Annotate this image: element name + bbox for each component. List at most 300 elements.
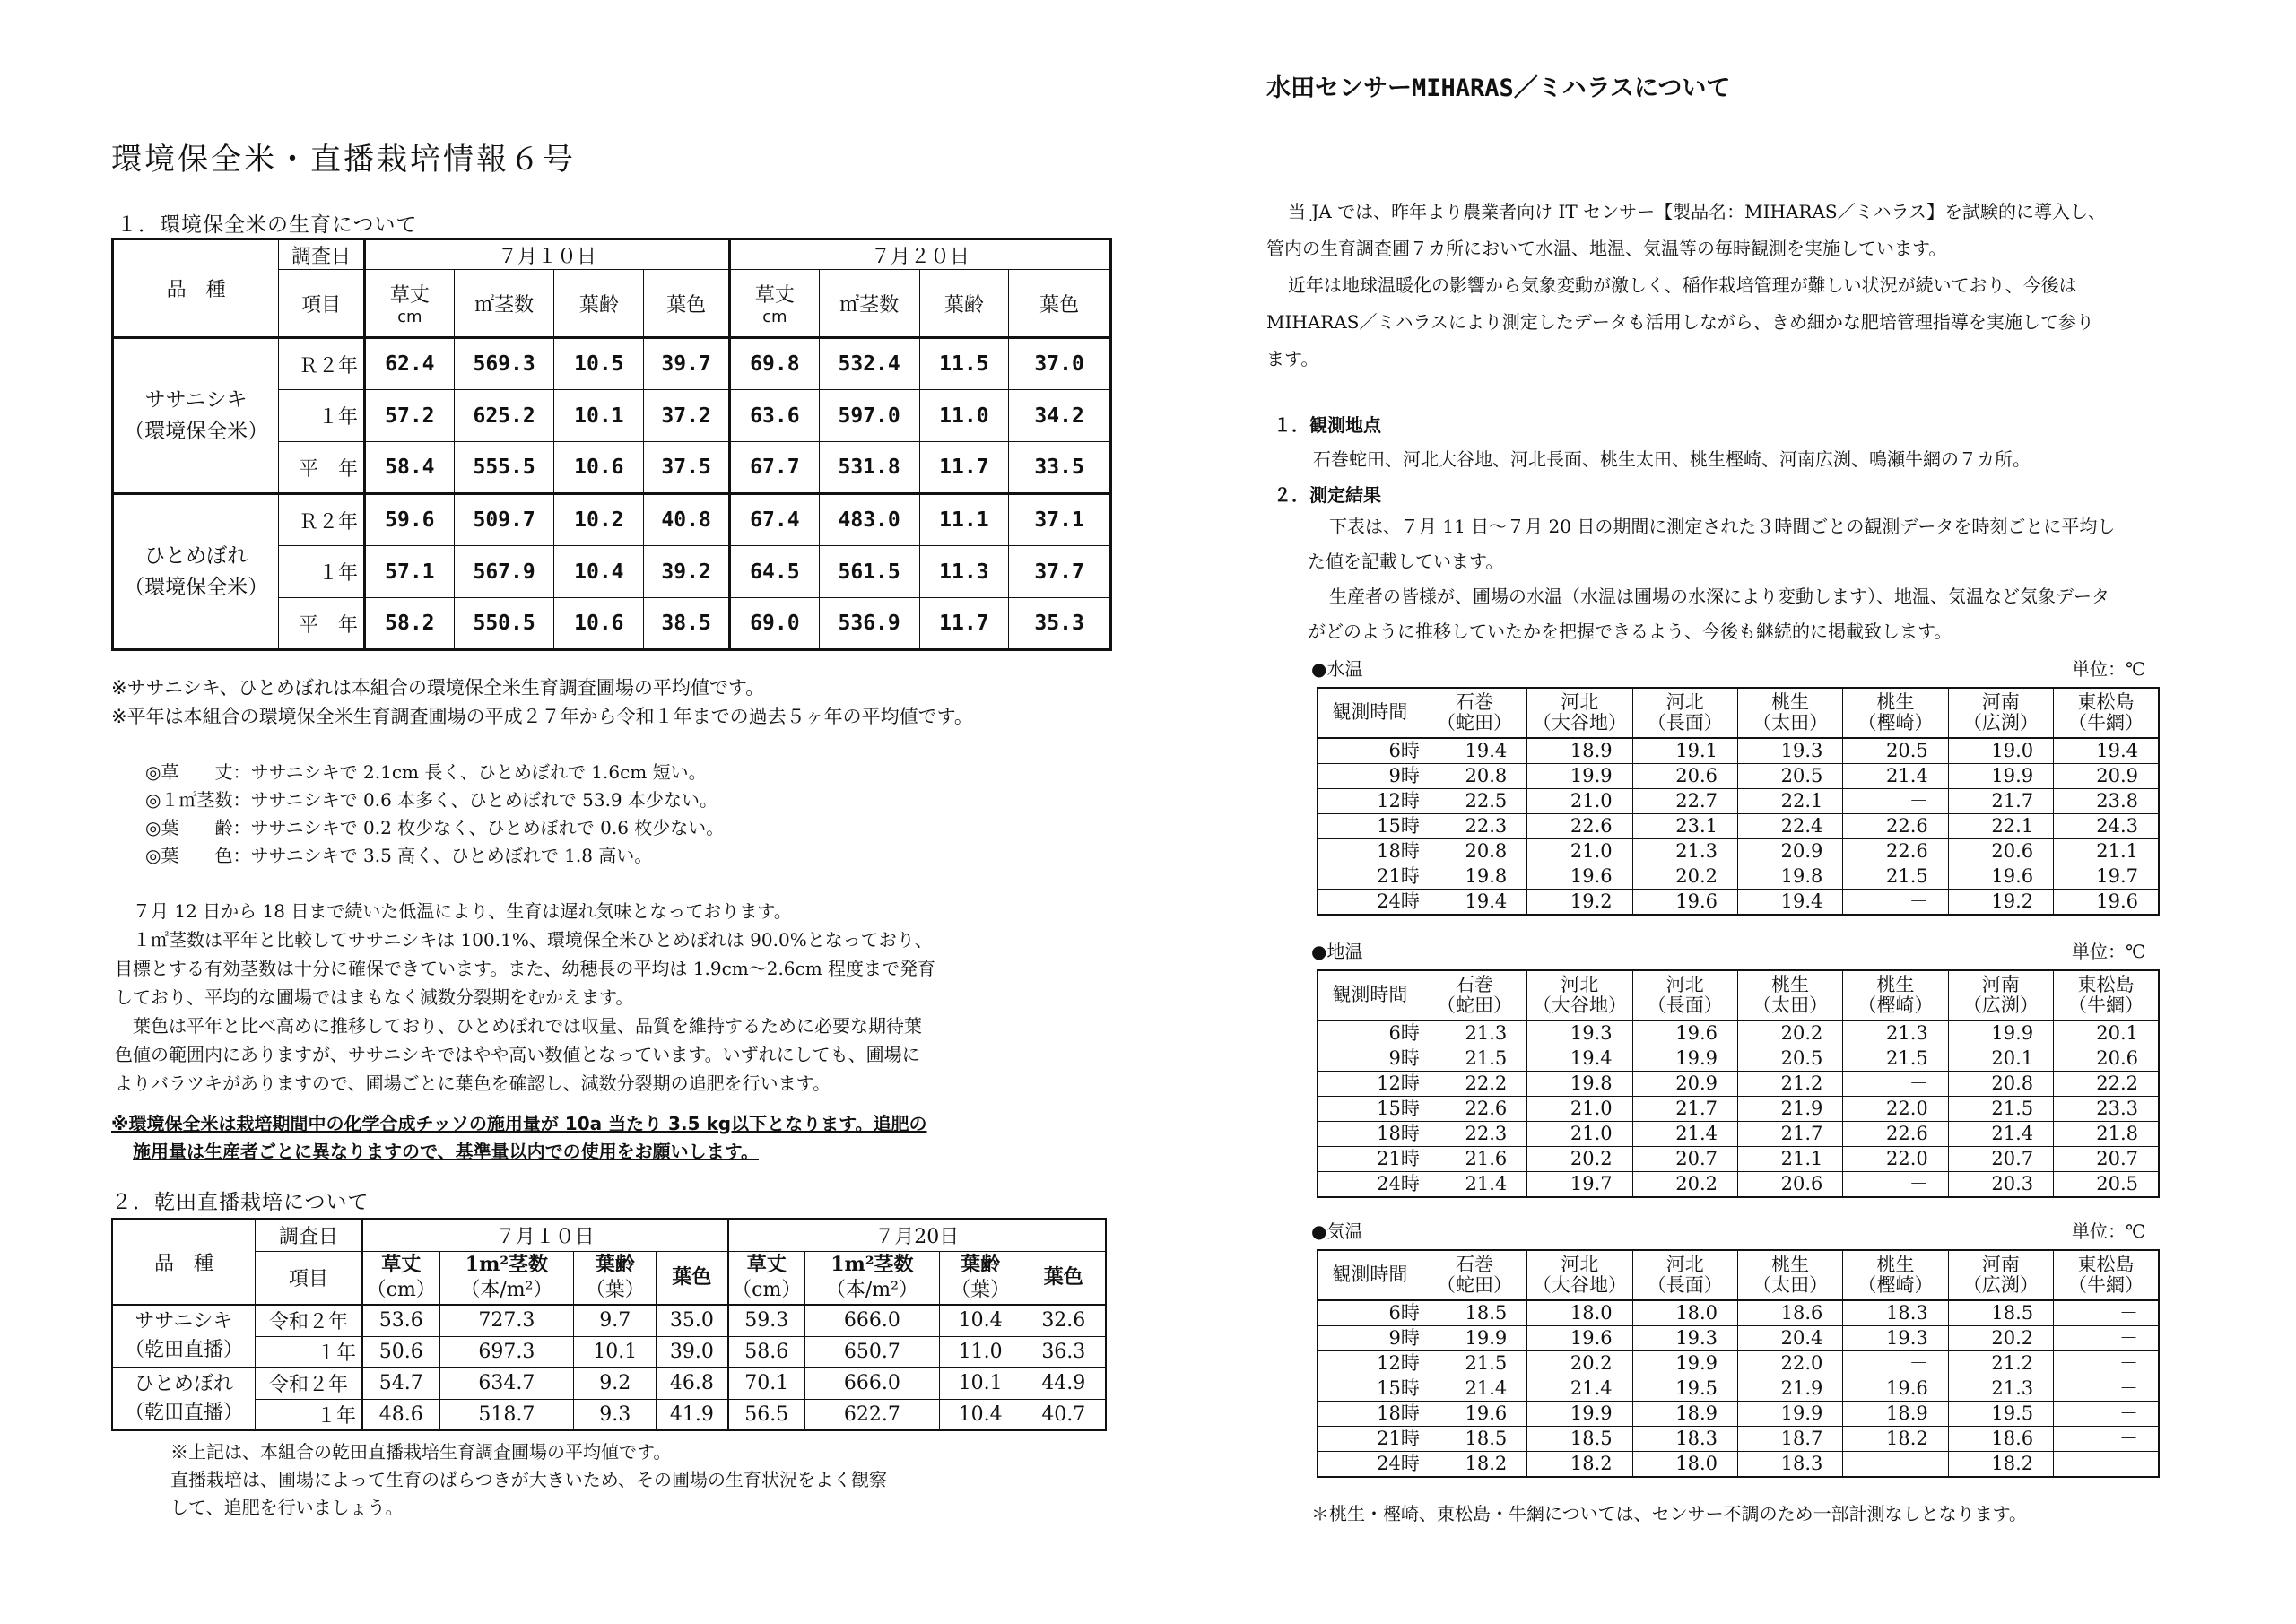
- paragraph-line: よりバラツキがありますので、圃場ごとに葉色を確認し、減数分裂期の追肥を行います。: [115, 1073, 831, 1094]
- temp-cell: 21.7: [1632, 1097, 1737, 1122]
- table-row: [1318, 890, 2159, 916]
- data-cell: 67.4: [730, 494, 820, 546]
- temp-cell: 21.4: [1422, 1172, 1526, 1198]
- temp-cell: 19.6: [1527, 864, 1632, 890]
- temp-cell: 20.2: [1632, 1172, 1737, 1198]
- data-cell: 9.2: [574, 1368, 657, 1399]
- warning-line: ※環境保全米は栽培期間中の化学合成チッソの施用量が 10a 当たり 3.5 kg以下となります。追肥の: [111, 1113, 927, 1134]
- comparison-bullets: [145, 759, 724, 870]
- temp-cell: 19.6: [1632, 890, 1737, 916]
- data-cell: 37.7: [1009, 546, 1111, 598]
- data-cell: 10.1: [574, 1336, 657, 1368]
- temp-cell: 21.8: [2054, 1122, 2159, 1147]
- variety-name: ササニシキ （乾田直播）: [112, 1305, 255, 1368]
- data-cell: 70.1: [728, 1368, 805, 1399]
- temp-cell: 18.2: [1948, 1452, 2053, 1478]
- row-label: 平 年: [279, 442, 365, 494]
- temp-cell: 21.4: [1422, 1376, 1526, 1402]
- data-cell: 37.2: [644, 390, 730, 442]
- temp-cell: 20.5: [1843, 738, 1948, 764]
- temp-cell: 19.4: [1737, 890, 1842, 916]
- temp-cell: 23.8: [2054, 789, 2159, 814]
- temp-cell: 22.6: [1843, 814, 1948, 839]
- data-cell: 63.6: [730, 390, 820, 442]
- temp-cell: 22.6: [1422, 1097, 1526, 1122]
- paragraph-line: しており、平均的な圃場ではまもなく減数分裂期をむかえます。: [115, 986, 634, 1008]
- temp-cell: 18.6: [1948, 1427, 2053, 1452]
- data-cell: 11.0: [919, 390, 1009, 442]
- temp-cell: 21.5: [1948, 1097, 2053, 1122]
- time-label: 18時: [1318, 1402, 1422, 1427]
- time-label: 12時: [1318, 1072, 1422, 1097]
- temp-cell: 18.9: [1527, 738, 1632, 764]
- temp-cell: 20.6: [1737, 1172, 1842, 1198]
- header-variety: 品 種: [112, 1219, 255, 1305]
- bullet-stems: ◎１㎡茎数：ササニシキで 0.6 本多く、ひとめぼれで 53.9 本少ない。: [145, 789, 718, 811]
- temp-cell: 20.1: [2054, 1020, 2159, 1046]
- header-variety: 品 種: [113, 239, 279, 338]
- data-cell: 11.1: [919, 494, 1009, 546]
- location-header: 河南 （広渕）: [1948, 688, 2053, 738]
- temp-cell: －: [1843, 1172, 1948, 1198]
- table-row: [1318, 1046, 2159, 1072]
- temp-cell: 20.6: [1948, 839, 2053, 864]
- temp-cell: 21.5: [1843, 864, 1948, 890]
- data-cell: 32.6: [1022, 1305, 1106, 1336]
- page-title: 環境保全米・直播栽培情報６号: [111, 142, 576, 178]
- temp-cell: 22.6: [1843, 1122, 1948, 1147]
- location-header: 河南 （広渕）: [1948, 970, 2053, 1020]
- header-time: 観測時間: [1318, 970, 1422, 1020]
- data-cell: 59.3: [728, 1305, 805, 1336]
- direct-seeding-notes: [170, 1438, 887, 1522]
- header-date2: ７月20日: [728, 1219, 1106, 1251]
- temp-cell: 20.5: [2054, 1172, 2159, 1198]
- results-line: た値を記載しています。: [1308, 551, 1504, 572]
- air-temp-label: ●気温: [1311, 1220, 1363, 1242]
- time-label: 12時: [1318, 1351, 1422, 1376]
- data-cell: 37.5: [644, 442, 730, 494]
- data-cell: 41.9: [657, 1399, 728, 1430]
- temp-cell: 22.2: [1422, 1072, 1526, 1097]
- temp-cell: 21.2: [1737, 1072, 1842, 1097]
- intro-line: 近年は地球温暖化の影響から気象変動が激しく、稲作栽培管理が難しい状況が続いており、今後は: [1288, 274, 2077, 296]
- growth-paragraph: [115, 897, 935, 1098]
- location-header: 河北 （長面）: [1632, 970, 1737, 1020]
- temp-cell: 22.5: [1422, 789, 1526, 814]
- data-cell: 54.7: [362, 1368, 439, 1399]
- air-temp-table: [1317, 1249, 2160, 1478]
- temp-cell: 19.7: [1527, 1172, 1632, 1198]
- temp-cell: 18.3: [1632, 1427, 1737, 1452]
- temp-cell: 23.3: [2054, 1097, 2159, 1122]
- temp-cell: 19.0: [1948, 738, 2053, 764]
- temp-cell: －: [1843, 789, 1948, 814]
- column-header: 草丈 （cm）: [728, 1251, 805, 1305]
- unit-label: 単位：℃: [2072, 1220, 2146, 1242]
- table-row: [112, 1399, 1106, 1430]
- temp-cell: 19.9: [1632, 1351, 1737, 1376]
- temp-cell: 20.2: [1632, 864, 1737, 890]
- temp-cell: －: [1843, 1452, 1948, 1478]
- data-cell: 56.5: [728, 1399, 805, 1430]
- time-label: 24時: [1318, 1452, 1422, 1478]
- data-cell: 33.5: [1009, 442, 1111, 494]
- temp-cell: 20.7: [1632, 1147, 1737, 1172]
- time-label: 21時: [1318, 1147, 1422, 1172]
- header-date1: ７月１０日: [364, 239, 729, 270]
- temp-cell: 18.2: [1422, 1452, 1526, 1478]
- water-temp-label: ●水温: [1311, 658, 1363, 680]
- data-cell: 10.1: [939, 1368, 1022, 1399]
- col-leaf-color: 葉色: [644, 270, 730, 338]
- data-cell: 11.7: [919, 598, 1009, 650]
- temp-cell: 19.4: [1422, 738, 1526, 764]
- unit-label: 単位：℃: [2072, 658, 2146, 680]
- temp-cell: 20.7: [2054, 1147, 2159, 1172]
- table-row: [112, 1368, 1106, 1399]
- header-item: 項目: [279, 270, 365, 338]
- data-cell: 483.0: [819, 494, 919, 546]
- row-label: Ｒ２年: [279, 494, 365, 546]
- column-header: 葉色: [1022, 1251, 1106, 1305]
- temp-cell: 21.0: [1527, 1097, 1632, 1122]
- data-cell: 39.7: [644, 338, 730, 390]
- col-leaf-age: 葉齢: [554, 270, 644, 338]
- data-cell: 57.1: [364, 546, 454, 598]
- header-date1: ７月１０日: [362, 1219, 727, 1251]
- water-temp-table: [1317, 687, 2160, 916]
- data-cell: 532.4: [819, 338, 919, 390]
- fertilizer-warning: [111, 1110, 926, 1166]
- header-time: 観測時間: [1318, 688, 1422, 738]
- temp-cell: 20.2: [1527, 1351, 1632, 1376]
- temp-cell: －: [2054, 1427, 2159, 1452]
- temp-cell: 21.1: [2054, 839, 2159, 864]
- header-row: [1318, 1250, 2159, 1300]
- data-cell: 9.3: [574, 1399, 657, 1430]
- data-cell: 37.0: [1009, 338, 1111, 390]
- table-row: [1318, 738, 2159, 764]
- data-cell: 11.0: [939, 1336, 1022, 1368]
- temp-cell: 24.3: [2054, 814, 2159, 839]
- table-row: [1318, 1097, 2159, 1122]
- table-row: [1318, 1452, 2159, 1478]
- row-label: Ｒ２年: [279, 338, 365, 390]
- temp-cell: 19.9: [1948, 1020, 2053, 1046]
- table-row: [1318, 839, 2159, 864]
- table-row: [112, 1305, 1106, 1336]
- temp-cell: 21.9: [1737, 1097, 1842, 1122]
- time-label: 9時: [1318, 764, 1422, 789]
- table-row: [1318, 789, 2159, 814]
- temp-cell: 20.9: [1737, 839, 1842, 864]
- location-header: 河北 （長面）: [1632, 1250, 1737, 1300]
- data-cell: 69.8: [730, 338, 820, 390]
- temp-cell: 20.2: [1737, 1020, 1842, 1046]
- temp-cell: 19.3: [1632, 1326, 1737, 1351]
- temp-cell: 22.0: [1843, 1147, 1948, 1172]
- temp-cell: 22.1: [1737, 789, 1842, 814]
- data-cell: 34.2: [1009, 390, 1111, 442]
- table-row: [1318, 1351, 2159, 1376]
- temp-cell: 21.5: [1422, 1046, 1526, 1072]
- temp-cell: 19.9: [1527, 764, 1632, 789]
- data-cell: 536.9: [819, 598, 919, 650]
- temp-cell: 19.3: [1527, 1020, 1632, 1046]
- note-line: 直播栽培は、圃場によって生育のばらつきが大きいため、その圃場の生育状況をよく観察: [170, 1469, 887, 1490]
- location-header: 石巻 （蛇田）: [1422, 970, 1526, 1020]
- results-heading: ２．測定結果: [1274, 484, 1381, 506]
- table-row: [1318, 1427, 2159, 1452]
- growth-table: [111, 238, 1112, 651]
- note-line: して、追肥を行いましょう。: [170, 1497, 404, 1518]
- data-cell: 10.1: [554, 390, 644, 442]
- soil-temp-label: ●地温: [1311, 941, 1363, 962]
- temp-cell: －: [2054, 1300, 2159, 1326]
- temp-cell: 20.1: [1948, 1046, 2053, 1072]
- temp-cell: 18.5: [1422, 1427, 1526, 1452]
- temp-cell: 21.7: [1737, 1122, 1842, 1147]
- time-label: 21時: [1318, 1427, 1422, 1452]
- column-header: 1m²茎数 （本/m²）: [804, 1251, 939, 1305]
- table-row: [1318, 1376, 2159, 1402]
- time-label: 6時: [1318, 1300, 1422, 1326]
- temp-cell: 19.4: [1527, 1046, 1632, 1072]
- miharas-intro: [1266, 194, 2106, 378]
- temp-cell: 21.9: [1737, 1376, 1842, 1402]
- location-header: 桃生 （太田）: [1737, 1250, 1842, 1300]
- temp-cell: 20.6: [1632, 764, 1737, 789]
- temp-cell: 20.8: [1422, 839, 1526, 864]
- table-row: [112, 1336, 1106, 1368]
- intro-line: 当 JA では、昨年より農業者向け IT センサー【製品名：MIHARAS／ミハラス】を試験的に導入し、: [1288, 201, 2106, 222]
- temp-cell: －: [1843, 890, 1948, 916]
- temp-cell: 19.3: [1843, 1326, 1948, 1351]
- data-cell: 35.3: [1009, 598, 1111, 650]
- paragraph-line: 色値の範囲内にありますが、ササニシキではやや高い数値となっています。いずれにしても、圃場に: [115, 1044, 920, 1065]
- temp-cell: 19.1: [1632, 738, 1737, 764]
- column-header: 葉齢 （葉）: [574, 1251, 657, 1305]
- temp-cell: 21.6: [1422, 1147, 1526, 1172]
- temp-cell: 22.3: [1422, 814, 1526, 839]
- note-line: ※上記は、本組合の乾田直播栽培生育調査圃場の平均値です。: [170, 1441, 672, 1463]
- header-date2: ７月２０日: [730, 239, 1111, 270]
- table-row: [1318, 1326, 2159, 1351]
- data-cell: 561.5: [819, 546, 919, 598]
- temp-cell: 18.5: [1948, 1300, 2053, 1326]
- data-cell: 697.3: [439, 1336, 574, 1368]
- temp-cell: －: [2054, 1326, 2159, 1351]
- table-row: [1318, 1402, 2159, 1427]
- warning-line: 施用量は生産者ごとに異なりますので、基準量以内での使用をお願いします。: [133, 1141, 759, 1162]
- data-cell: 37.1: [1009, 494, 1111, 546]
- temp-cell: 21.3: [1422, 1020, 1526, 1046]
- temp-cell: －: [2054, 1376, 2159, 1402]
- time-label: 12時: [1318, 789, 1422, 814]
- data-cell: 39.0: [657, 1336, 728, 1368]
- data-cell: 10.4: [939, 1305, 1022, 1336]
- location-header: 河北 （大谷地）: [1527, 1250, 1632, 1300]
- temp-cell: 19.9: [1948, 764, 2053, 789]
- bullet-leaf-color: ◎葉 色：ササニシキで 3.5 高く、ひとめぼれで 1.8 高い。: [145, 845, 653, 866]
- data-cell: 509.7: [454, 494, 554, 546]
- data-cell: 10.2: [554, 494, 644, 546]
- row-label: 平 年: [279, 598, 365, 650]
- data-cell: 11.5: [919, 338, 1009, 390]
- location-header: 桃生 （太田）: [1737, 688, 1842, 738]
- temp-cell: 20.5: [1737, 764, 1842, 789]
- temp-cell: 19.6: [1843, 1376, 1948, 1402]
- temp-cell: 18.6: [1737, 1300, 1842, 1326]
- location-header: 東松島 （牛網）: [2054, 688, 2159, 738]
- temp-cell: 19.5: [1632, 1376, 1737, 1402]
- temp-cell: 21.2: [1948, 1351, 2053, 1376]
- data-cell: 569.3: [454, 338, 554, 390]
- data-cell: 650.7: [804, 1336, 939, 1368]
- row-label: 令和２年: [255, 1368, 362, 1399]
- time-label: 15時: [1318, 1376, 1422, 1402]
- temp-cell: －: [2054, 1402, 2159, 1427]
- time-label: 15時: [1318, 1097, 1422, 1122]
- location-header: 東松島 （牛網）: [2054, 970, 2159, 1020]
- location-header: 桃生 （樫崎）: [1843, 970, 1948, 1020]
- temp-cell: 21.4: [1527, 1376, 1632, 1402]
- table-row: [1318, 814, 2159, 839]
- temp-cell: 22.0: [1843, 1097, 1948, 1122]
- data-cell: 58.6: [728, 1336, 805, 1368]
- time-label: 18時: [1318, 1122, 1422, 1147]
- data-cell: 38.5: [644, 598, 730, 650]
- temp-cell: 19.3: [1737, 738, 1842, 764]
- time-label: 24時: [1318, 1172, 1422, 1198]
- row-label: １年: [279, 390, 365, 442]
- location-header: 東松島 （牛網）: [2054, 1250, 2159, 1300]
- data-cell: 666.0: [804, 1305, 939, 1336]
- results-line: がどのように推移していたかを把握できるよう、今後も継続的に掲載致します。: [1308, 621, 1952, 642]
- col-leaf-age: 葉齢: [919, 270, 1009, 338]
- time-label: 6時: [1318, 1020, 1422, 1046]
- temp-cell: 19.8: [1422, 864, 1526, 890]
- data-cell: 10.6: [554, 442, 644, 494]
- paragraph-line: 葉色は平年と比べ高めに推移しており、ひとめぼれでは収量、品質を維持するために必要な期待葉: [133, 1015, 922, 1037]
- temp-cell: －: [2054, 1452, 2159, 1478]
- temp-cell: 19.2: [1948, 890, 2053, 916]
- temp-cell: 20.6: [2054, 1046, 2159, 1072]
- data-cell: 39.2: [644, 546, 730, 598]
- table-row: [1318, 764, 2159, 789]
- paragraph-line: １㎡茎数は平年と比較してササニシキは 100.1%、環境保全米ひとめぼれは 90.0%となっており、: [133, 929, 933, 951]
- col-leaf-color: 葉色: [1009, 270, 1111, 338]
- temp-cell: 19.9: [1527, 1402, 1632, 1427]
- intro-line: MIHARAS／ミハラスにより測定したデータも活用しながら、きめ細かな肥培管理指導を実施して参り: [1266, 311, 2094, 333]
- data-cell: 634.7: [439, 1368, 574, 1399]
- table1-notes: [111, 674, 973, 731]
- temp-cell: 18.5: [1422, 1300, 1526, 1326]
- temp-cell: 20.8: [1422, 764, 1526, 789]
- time-label: 9時: [1318, 1046, 1422, 1072]
- col-stems: ㎡茎数: [454, 270, 554, 338]
- unit-label: 単位：℃: [2072, 941, 2146, 962]
- table-row: [1318, 1300, 2159, 1326]
- intro-line: ます。: [1266, 348, 1319, 369]
- paragraph-line: ７月 12 日から 18 日まで続いた低温により、生育は遅れ気味となっております。: [133, 900, 792, 922]
- table-row: [1318, 1020, 2159, 1046]
- temp-cell: 19.8: [1737, 864, 1842, 890]
- data-cell: 36.3: [1022, 1336, 1106, 1368]
- data-cell: 555.5: [454, 442, 554, 494]
- temp-cell: 21.3: [1632, 839, 1737, 864]
- bullet-leaf-age: ◎葉 齢：ササニシキで 0.2 枚少なく、ひとめぼれで 0.6 枚少ない。: [145, 817, 725, 838]
- temp-cell: 18.9: [1843, 1402, 1948, 1427]
- temp-cell: 18.0: [1632, 1452, 1737, 1478]
- temp-cell: 19.6: [2054, 890, 2159, 916]
- data-cell: 48.6: [362, 1399, 439, 1430]
- temp-cell: 22.4: [1737, 814, 1842, 839]
- variety-name: ひとめぼれ （乾田直播）: [112, 1368, 255, 1430]
- data-cell: 10.4: [939, 1399, 1022, 1430]
- col-height: 草丈 cm: [730, 270, 820, 338]
- temp-cell: 19.9: [1632, 1046, 1737, 1072]
- temp-cell: 18.5: [1527, 1427, 1632, 1452]
- data-cell: 67.7: [730, 442, 820, 494]
- observation-points-text: 石巻蛇田、河北大谷地、河北長面、桃生太田、桃生樫崎、河南広渕、鳴瀬牛網の７カ所。: [1313, 448, 2031, 470]
- temp-cell: 19.6: [1422, 1402, 1526, 1427]
- data-cell: 59.6: [364, 494, 454, 546]
- temp-cell: 19.7: [2054, 864, 2159, 890]
- time-label: 9時: [1318, 1326, 1422, 1351]
- temp-cell: 20.9: [2054, 764, 2159, 789]
- header-row: [1318, 688, 2159, 738]
- location-header: 桃生 （樫崎）: [1843, 688, 1948, 738]
- section2-heading: ２．乾田直播栽培について: [111, 1191, 370, 1214]
- temp-cell: 21.4: [1843, 764, 1948, 789]
- location-header: 河北 （大谷地）: [1527, 688, 1632, 738]
- temp-cell: 21.4: [1948, 1122, 2053, 1147]
- data-cell: 625.2: [454, 390, 554, 442]
- temp-cell: 19.6: [1527, 1326, 1632, 1351]
- data-cell: 597.0: [819, 390, 919, 442]
- col-height: 草丈 cm: [364, 270, 454, 338]
- time-label: 21時: [1318, 864, 1422, 890]
- table-row: [113, 494, 1111, 546]
- temp-cell: 19.8: [1527, 1072, 1632, 1097]
- temp-cell: 19.4: [1422, 890, 1526, 916]
- temp-cell: －: [1843, 1072, 1948, 1097]
- temp-cell: 21.1: [1737, 1147, 1842, 1172]
- time-label: 15時: [1318, 814, 1422, 839]
- location-header: 桃生 （樫崎）: [1843, 1250, 1948, 1300]
- temp-cell: 18.0: [1632, 1300, 1737, 1326]
- temp-cell: 21.0: [1527, 1122, 1632, 1147]
- column-header: 草丈 （cm）: [362, 1251, 439, 1305]
- row-label: １年: [255, 1336, 362, 1368]
- temp-cell: 20.2: [1948, 1326, 2053, 1351]
- data-cell: 567.9: [454, 546, 554, 598]
- temp-cell: 20.9: [1632, 1072, 1737, 1097]
- temp-cell: 21.0: [1527, 839, 1632, 864]
- data-cell: 10.4: [554, 546, 644, 598]
- note-line: ※平年は本組合の環境保全米生育調査圃場の平成２７年から令和１年までの過去５ヶ年の平均値です。: [111, 705, 973, 727]
- data-cell: 44.9: [1022, 1368, 1106, 1399]
- data-cell: 518.7: [439, 1399, 574, 1430]
- location-header: 河北 （大谷地）: [1527, 970, 1632, 1020]
- location-header: 河北 （長面）: [1632, 688, 1737, 738]
- data-cell: 666.0: [804, 1368, 939, 1399]
- temp-cell: 21.4: [1632, 1122, 1737, 1147]
- temp-cell: 21.5: [1422, 1351, 1526, 1376]
- section1-heading: １．環境保全米の生育について: [117, 213, 418, 237]
